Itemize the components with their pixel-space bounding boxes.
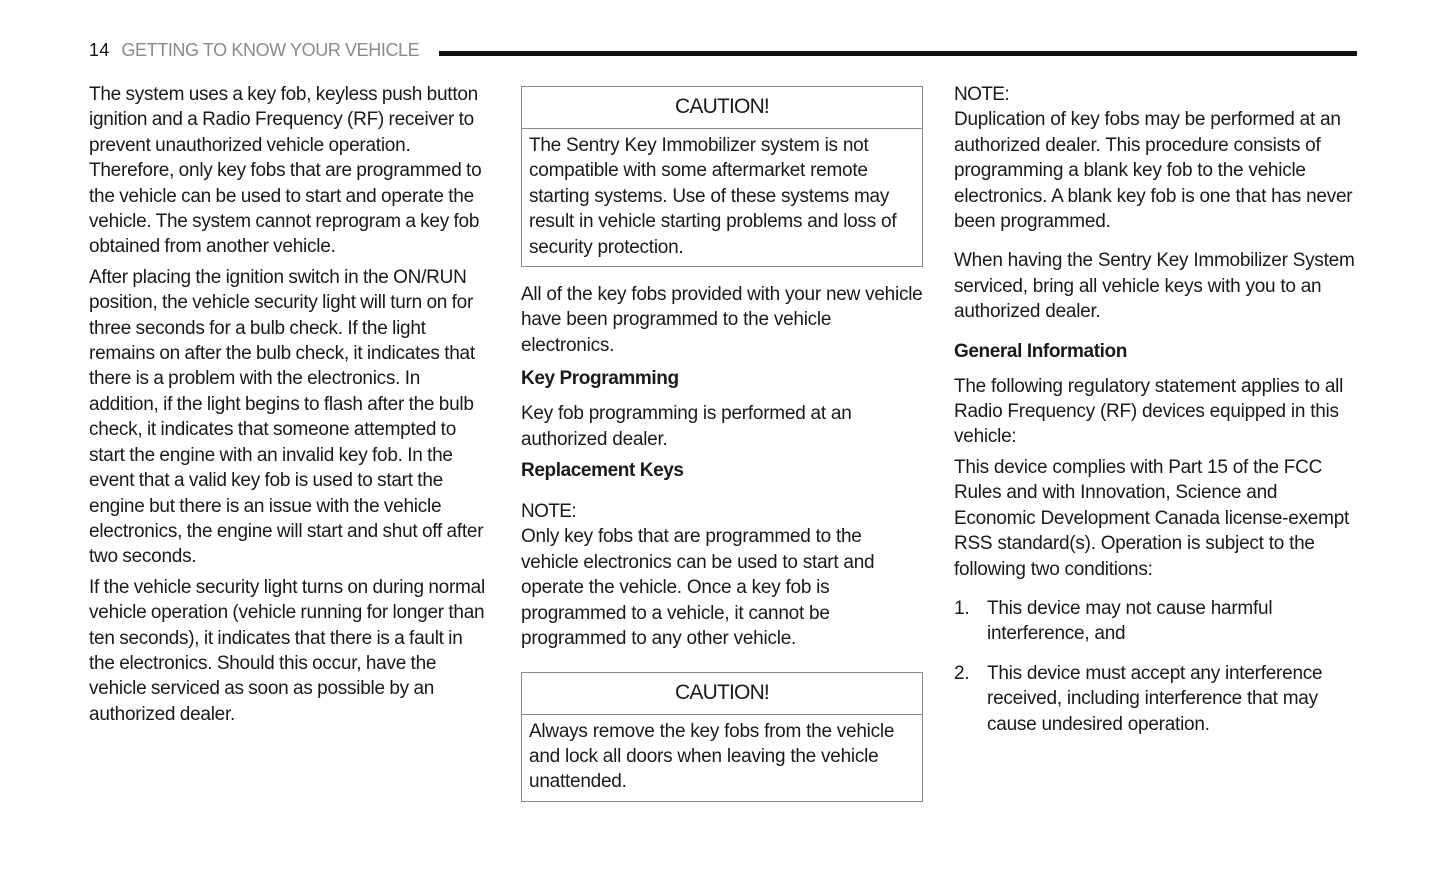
page-number: 14	[89, 39, 110, 60]
note-label: NOTE:	[954, 84, 1010, 105]
caution-body: The Sentry Key Immobilizer system is not compatible with some aftermarket remote starting systems. Use of these systems may result in vehicle starting problems and loss of security protection.	[529, 135, 897, 258]
page-header	[89, 38, 1357, 62]
caution-box-remove-key-fobs	[521, 672, 923, 802]
caution-title: CAUTION!	[522, 673, 922, 715]
paragraph-key-fobs-programmed: All of the key fobs provided with your new vehicle have been programmed to the vehicle electronics.	[521, 284, 923, 356]
heading-key-programming: Key Programming	[521, 368, 679, 390]
paragraph-security-light-fault: If the vehicle security light turns on during normal vehicle operation (vehicle running for longer than ten seconds), it indicates that there is a fault in the electronics. Should this occur, have the vehicle serviced as soon as possible by an authorized dealer.	[89, 576, 485, 725]
section-title: GETTING TO KNOW YOUR VEHICLE	[121, 39, 420, 60]
paragraph-key-programming: Key fob programming is performed at an authorized dealer.	[521, 403, 852, 450]
column-3	[954, 82, 1356, 751]
column-2	[521, 82, 923, 802]
paragraph-system-overview: The system uses a key fob, keyless push button ignition and a Radio Frequency (RF) receiver to prevent unauthorized vehicle operation. Therefore, only key fobs that are programmed to the vehicle can be used to start and operate the vehicle. The system cannot reprogram a key fob obtained from another vehicle.	[89, 84, 482, 258]
list-item	[954, 596, 1356, 647]
header-rule	[439, 51, 1357, 56]
list-number: 2.	[954, 662, 970, 684]
heading-replacement-keys: Replacement Keys	[521, 460, 684, 482]
list-text: This device may not cause harmful interference, and	[987, 597, 1273, 645]
list-number: 1.	[954, 597, 970, 619]
note-body-duplication: Duplication of key fobs may be performed at an authorized dealer. This procedure consists of programming a blank key fob to the vehicle electronics. A blank key fob is one that has never been programmed.	[954, 109, 1353, 233]
paragraph-sentry-service: When having the Sentry Key Immobilizer System serviced, bring all vehicle keys with you to an authorized dealer.	[954, 250, 1355, 323]
list-text: This device must accept any interference received, including interference that may cause undesired operation.	[987, 662, 1323, 735]
heading-general-information: General Information	[954, 340, 1127, 362]
caution-box-remote-start	[521, 86, 923, 267]
note-body-replacement-keys: Only key fobs that are programmed to the vehicle electronics can be used to start and operate the vehicle. Once a key fob is programmed to a vehicle, it cannot be programmed to any other vehicle.	[521, 526, 875, 650]
paragraph-fcc-compliance: This device complies with Part 15 of the FCC Rules and with Innovation, Science and Economic Development Canada license-exempt RSS standard(s). Operation is subject to the following two conditions:	[954, 456, 1350, 580]
caution-title: CAUTION!	[522, 87, 922, 129]
paragraph-security-light-bulb-check: After placing the ignition switch in the ON/RUN position, the vehicle security light will turn on for three seconds for a bulb check. If the light remains on after the bulb check, it indicates that there is a problem with the electronics. In addition, if the light begins to flash after the bulb check, it indicates that someone attempted to start the engine with an invalid key fob. In the event that a valid key fob is used to start the engine but there is an issue with the vehicle electronics, the engine will start and shut off after two seconds.	[89, 266, 484, 568]
list-item	[954, 661, 1356, 737]
column-1	[89, 82, 491, 732]
note-label: NOTE:	[521, 501, 577, 523]
conditions-list	[954, 596, 1356, 737]
paragraph-regulatory-statement: The following regulatory statement applies to all Radio Frequency (RF) devices equipped in this vehicle:	[954, 375, 1344, 448]
caution-body: Always remove the key fobs from the vehicle and lock all doors when leaving the vehicle unattended.	[529, 720, 895, 793]
